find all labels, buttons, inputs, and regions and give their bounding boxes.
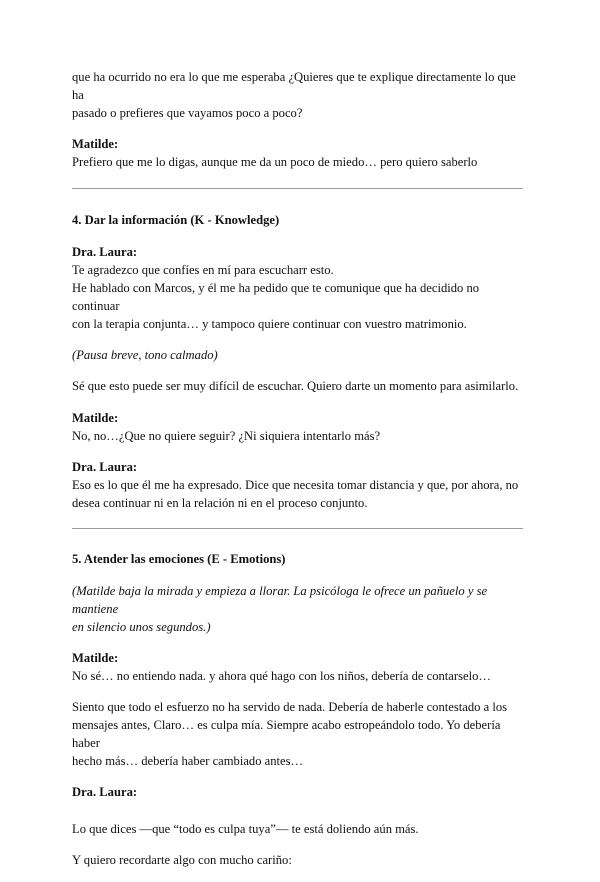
section-heading: 4. Dar la información (K - Knowledge) [72, 213, 280, 227]
text-line: No, no…¿Que no quiere seguir? ¿Ni siquiera intentarlo más? [72, 429, 381, 443]
speaker-label: Matilde: [72, 411, 119, 425]
text-line: Te agradezco que confíes en mí para escucharr esto. [72, 263, 334, 277]
text-line: Eso es lo que él me ha expresado. Dice que necesita tomar distancia y que, por ahora, no [72, 478, 519, 492]
dialogue-matilde [72, 135, 528, 171]
text-line: hecho más… debería haber cambiado antes… [72, 754, 304, 768]
text-line: Prefiero que me lo digas, aunque me da un poco de miedo… pero quiero saberlo [72, 155, 478, 169]
dialogue-laura-text [72, 820, 528, 838]
speaker-label: Dra. Laura: [72, 785, 138, 799]
text-line: (Matilde baja la mirada y empieza a llorar. La psicóloga le ofrece un pañuelo y se mantiene [72, 584, 488, 616]
stage-direction [72, 582, 528, 636]
speaker-label: Dra. Laura: [72, 245, 138, 259]
section-heading: 5. Atender las emociones (E - Emotions) [72, 552, 286, 566]
document-body [72, 68, 528, 882]
text-line: No sé… no entiendo nada. y ahora qué hago con los niños, debería de contarselo… [72, 669, 491, 683]
speaker-label: Matilde: [72, 137, 119, 151]
text-line: mensajes antes, Claro… es culpa mía. Siempre acabo estropeándolo todo. Yo debería haber [72, 718, 501, 750]
text-line: Siento que todo el esfuerzo no ha servido de nada. Debería de haberle contestado a los [72, 700, 508, 714]
text-line: Y quiero recordarte algo con mucho cariño: [72, 853, 292, 867]
text-line: con la terapia conjunta… y tampoco quiere continuar con vuestro matrimonio. [72, 317, 467, 331]
dialogue-laura [72, 458, 528, 512]
text-line: He hablado con Marcos, y él me ha pedido que te comunique que ha decidido no continuar [72, 281, 480, 313]
intro-paragraph [72, 68, 528, 122]
dialogue-matilde [72, 649, 528, 685]
stage-direction [72, 346, 528, 364]
text-line: en silencio unos segundos.) [72, 620, 211, 634]
text-line: desea continuar ni en la relación ni en el proceso conjunto. [72, 496, 368, 510]
dialogue-matilde [72, 409, 528, 445]
text-line: pasado o prefieres que vayamos poco a poco? [72, 106, 303, 120]
speaker-label: Dra. Laura: [72, 460, 138, 474]
text-line: que ha ocurrido no era lo que me esperaba ¿Quieres que te explique directamente lo que ha [72, 70, 516, 102]
text-line: (Pausa breve, tono calmado) [72, 348, 218, 362]
dialogue-laura-continued [72, 377, 528, 395]
dialogue-laura [72, 243, 528, 333]
dialogue-matilde-continued [72, 698, 528, 770]
text-line: Lo que dices —que “todo es culpa tuya”— te está doliendo aún más. [72, 822, 419, 836]
dialogue-laura [72, 783, 528, 801]
dialogue-laura-text [72, 851, 528, 869]
speaker-label: Matilde: [72, 651, 119, 665]
text-line: Sé que esto puede ser muy difícil de escuchar. Quiero darte un momento para asimilarlo. [72, 379, 519, 393]
